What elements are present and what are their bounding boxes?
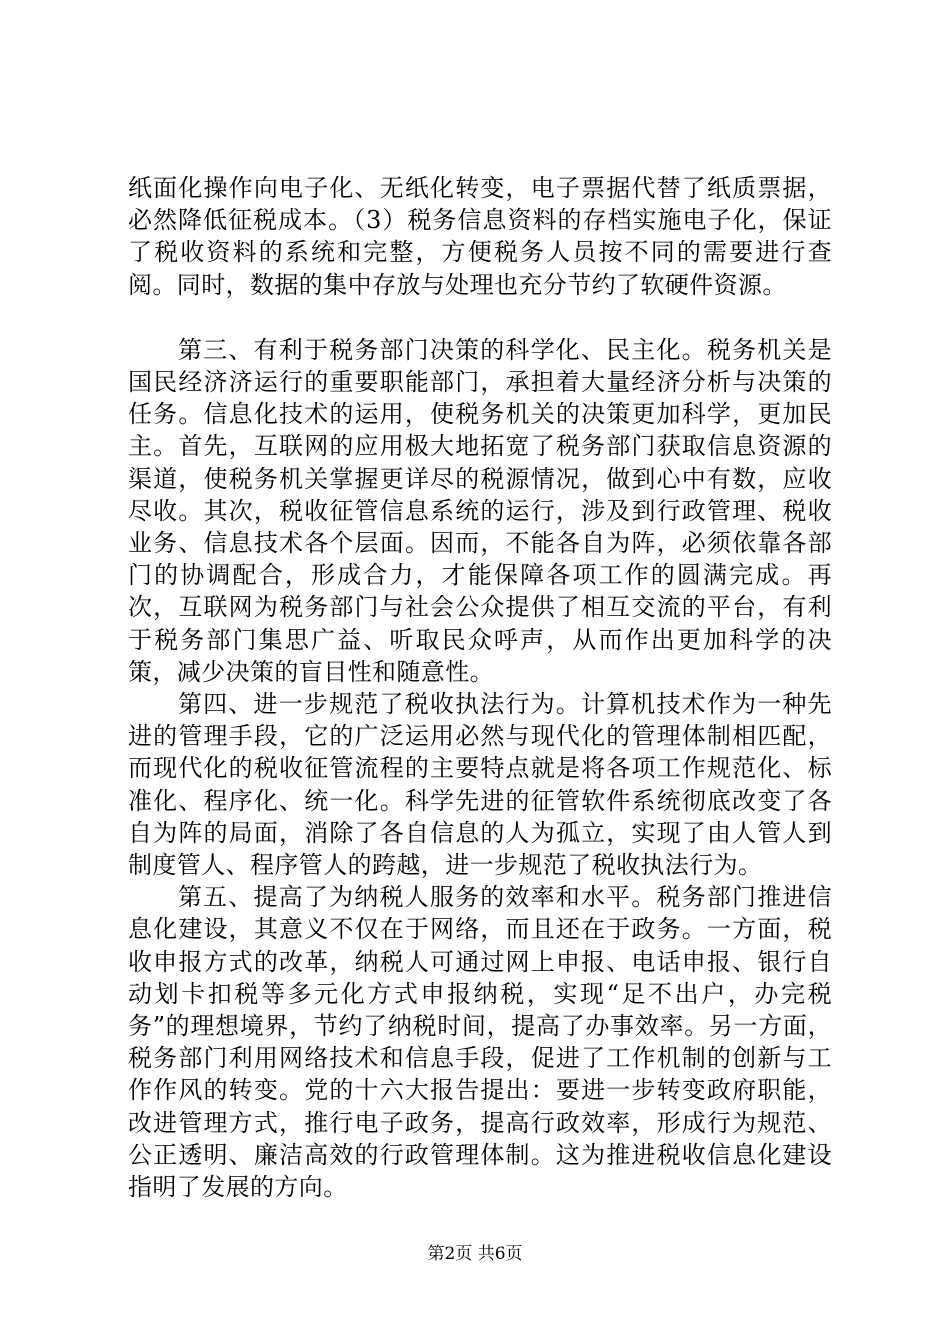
paragraph-fourth-point: 第四、进一步规范了税收执法行为。计算机技术作为一种先进的管理手段，它的广泛运用必然与现代化的管理体制相匹配，而现代化的税收征管流程的主要特点就是将各项工作规范化、标准化、程序化、统一化。科学先进的征管软件系统彻底改变了各自为阵的局面，消除了各自信息的人为孤立，实现了由人管人到制度管人、程序管人的跨越，进一步规范了税收执法行为。	[128, 690, 832, 880]
paragraph-continuation: 纸面化操作向电子化、无纸化转变，电子票据代替了纸质票据，必然降低征税成本。（3）税务信息资料的存档实施电子化，保证了税收资料的系统和完整，方便税务人员按不同的需要进行查阅。同时，数据的集中存放与处理也充分节约了软硬件资源。	[128, 174, 832, 299]
document-body	[128, 172, 832, 1203]
page-number-footer: 第2页 共6页	[427, 1244, 523, 1264]
paragraph-fifth-point: 第五、提高了为纳税人服务的效率和水平。税务部门推进信息化建设，其意义不仅在于网络，而且还在于政务。一方面，税收申报方式的改革，纳税人可通过网上申报、电话申报、银行自动划卡扣税等多元化方式申报纳税，实现“足不出户，办完税务”的理想境界，节约了纳税时间，提高了办事效率。另一方面，税务部门利用网络技术和信息手段，促进了工作机制的创新与工作作风的转变。党的十六大报告提出：要进一步转变政府职能，改进管理方式，推行电子政务，提高行政效率，形成行为规范、公正透明、廉洁高效的行政管理体制。这为推进税收信息化建设指明了发展的方向。	[128, 883, 832, 1202]
paragraph-gap	[128, 301, 832, 334]
paragraph-third-point: 第三、有利于税务部门决策的科学化、民主化。税务机关是国民经济济运行的重要职能部门，承担着大量经济分析与决策的任务。信息化技术的运用，使税务机关的决策更加科学，更加民主。首先，互联网的应用极大地拓宽了税务部门获取信息资源的渠道，使税务机关掌握更详尽的税源情况，做到心中有数，应收尽收。其次，税收征管信息系统的运行，涉及到行政管理、税收业务、信息技术各个层面。因而，不能各自为阵，必须依靠各部门的协调配合，形成合力，才能保障各项工作的圆满完成。再次，互联网为税务部门与社会公众提供了相互交流的平台，有利于税务部门集思广益、听取民众呼声，从而作出更加科学的决策，减少决策的盲目性和随意性。	[128, 335, 832, 686]
